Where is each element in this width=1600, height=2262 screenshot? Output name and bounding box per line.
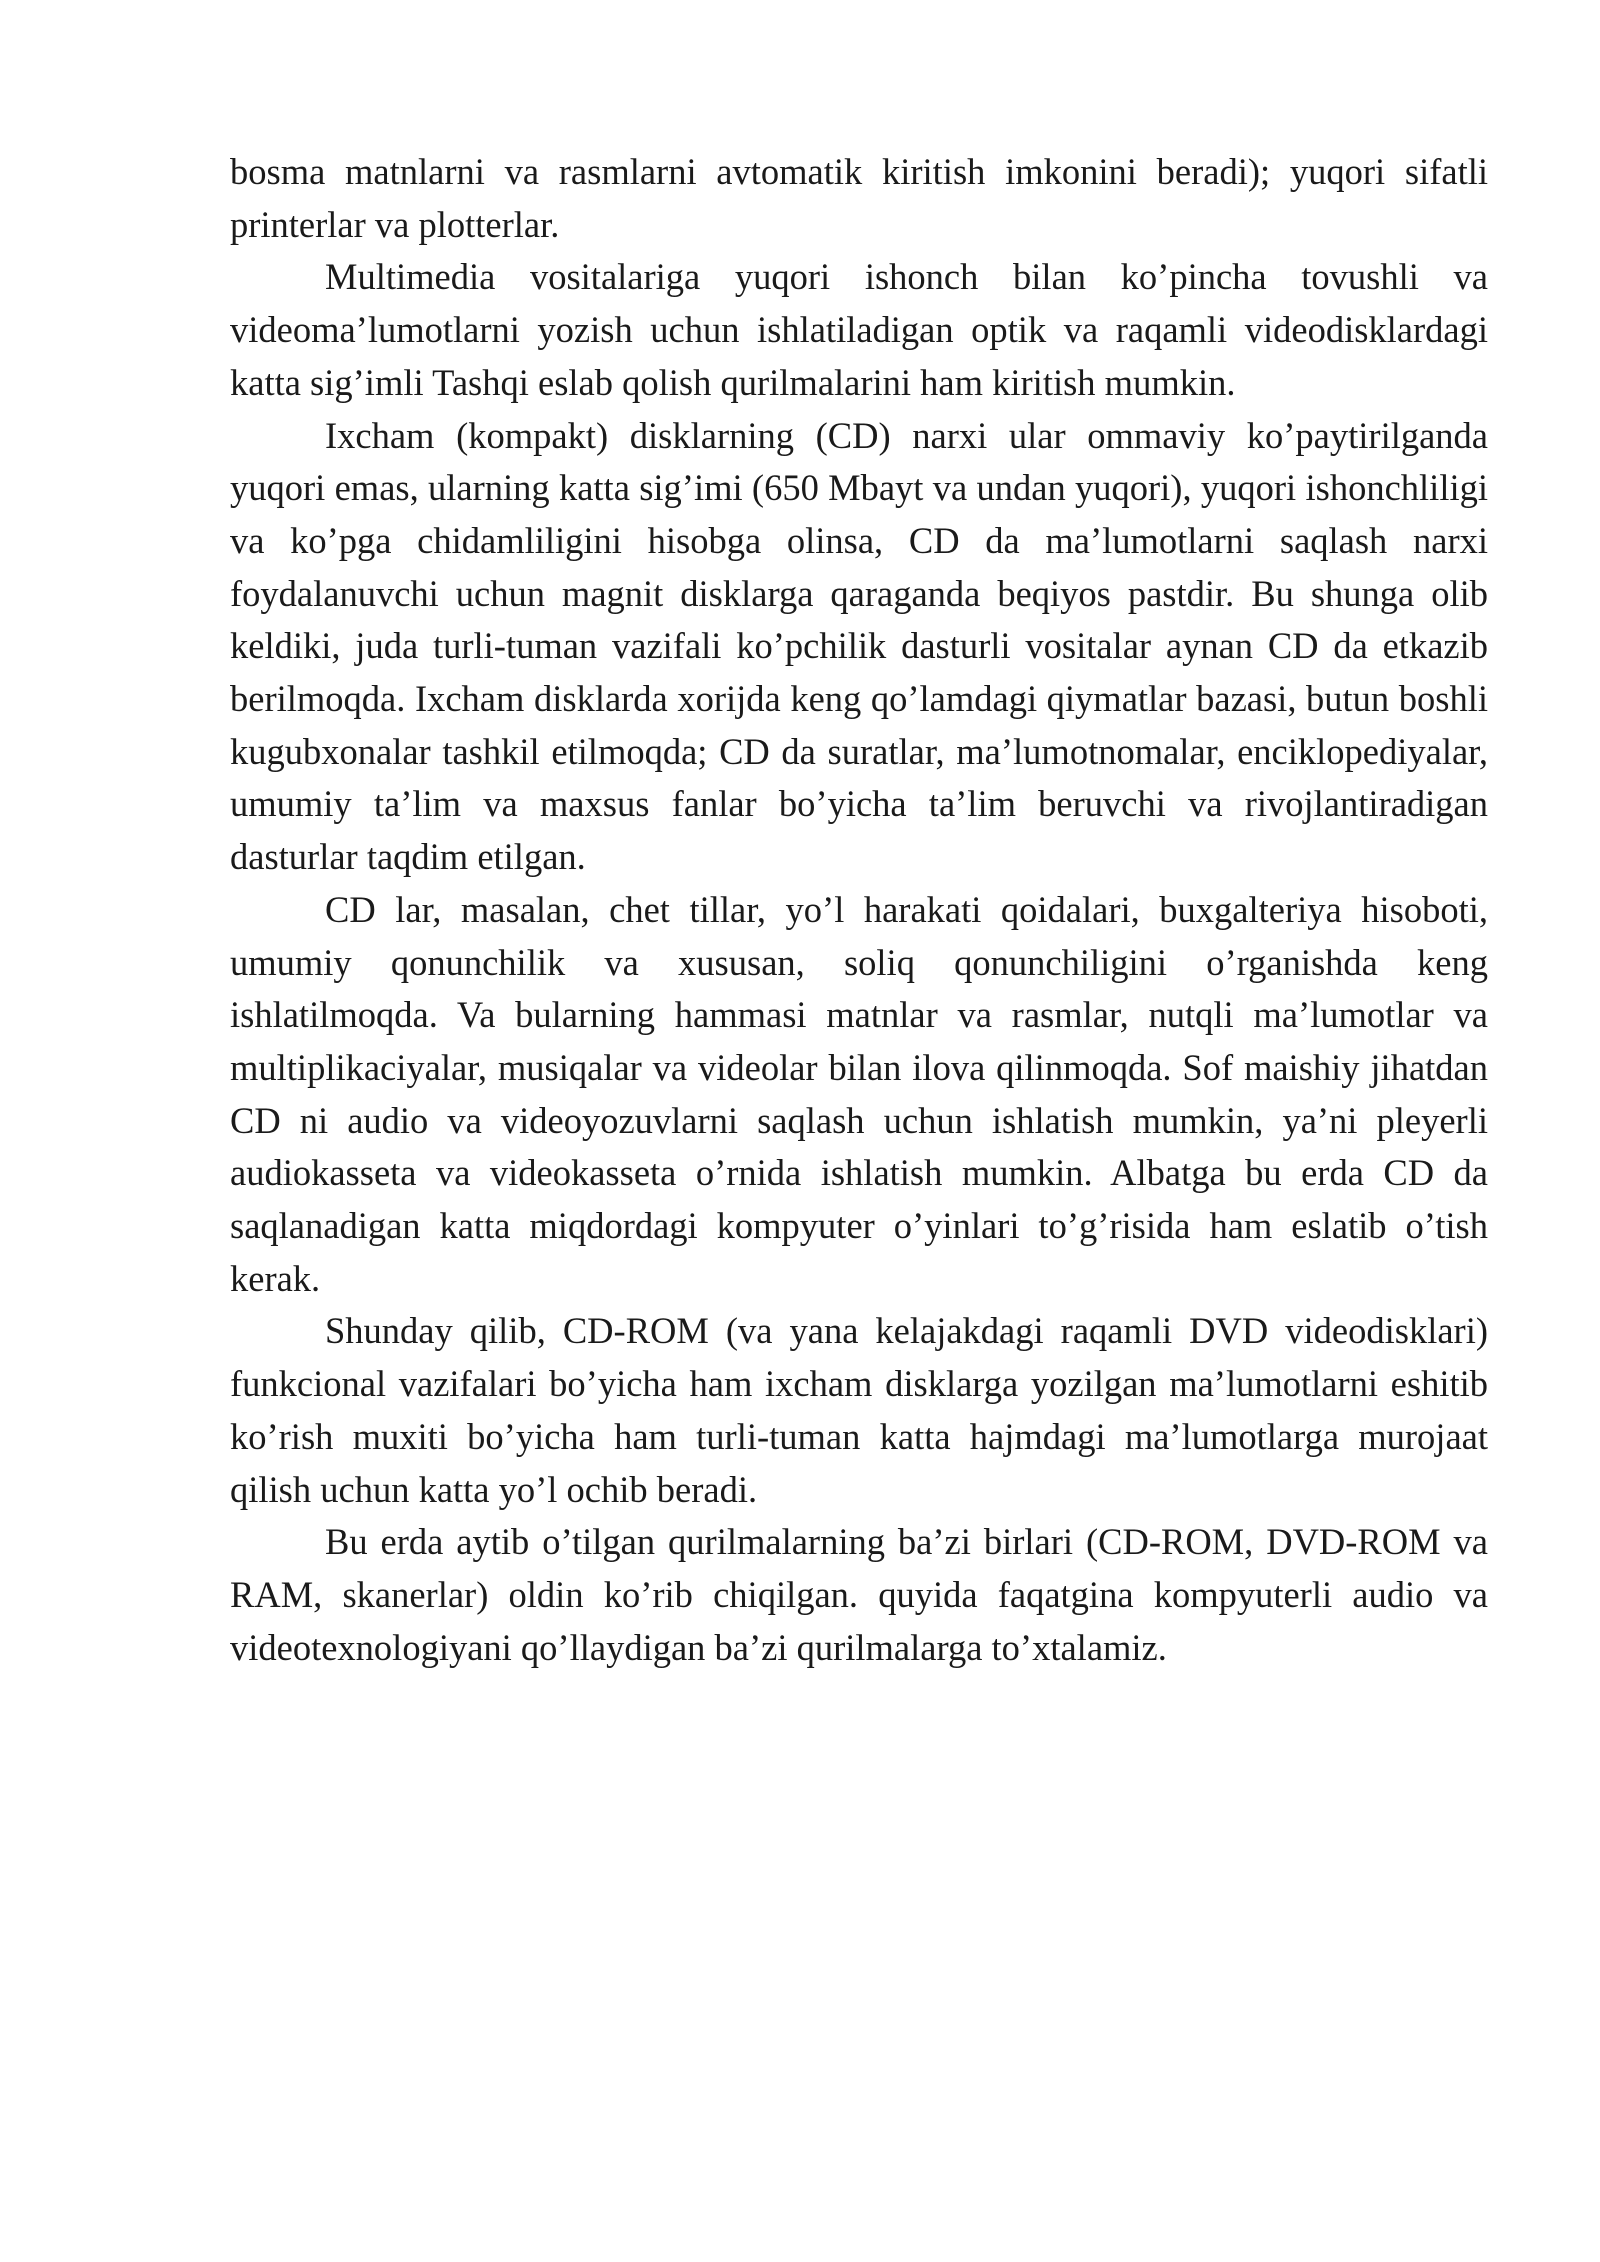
paragraph-compact-disks: Ixcham (kompakt) disklarning (CD) narxi ular ommaviy ko’paytirilganda yuqori emas, ularning katta sig’imi (650 Mbayt va undan yuqori), yuqori ishonchliligi va ko’pga chidamliligini hisobga olinsa, CD da ma’lumotlarni saqlash narxi foydalanuvchi uchun magnit disklarga qaraganda beqiyos pastdir. Bu shunga olib keldiki, juda turli-tuman vazifali ko’pchilik dasturli vositalar aynan CD da etkazib berilmoqda. Ixcham disklarda xorijda keng qo’lamdagi qiymatlar bazasi, butun boshli kugubxonalar tashkil etilmoqda; CD da suratlar, ma’lumotnomalar, enciklopediyalar, umumiy ta’lim va maxsus fanlar bo’yicha ta’lim beruvchi va rivojlantiradigan dasturlar taqdim etilgan. [230,414,1488,878]
paragraph-continuation: bosma matnlarni va rasmlarni avtomatik kiritish imkonini beradi); yuqori sifatli printerlar va plotterlar. [230,151,1488,245]
document-body [230,146,1488,1674]
paragraph-multimedia: Multimedia vositalariga yuqori ishonch bilan ko’pincha tovushli va videoma’lumotlarni yozish uchun ishlatiladigan optik va raqamli videodisklardagi katta sig’imli Tashqi eslab qolish qurilmalarini ham kiritish mumkin. [230,256,1488,403]
paragraph-devices: Bu erda aytib o’tilgan qurilmalarning ba’zi birlari (CD-ROM, DVD-ROM va RAM, skanerlar) oldin ko’rib chiqilgan. quyida faqatgina kompyuterli audio va videotexnologiyani qo’llaydigan ba’zi qurilmalarga to’xtalamiz. [230,1521,1488,1668]
paragraph-cd-rom: Shunday qilib, CD-ROM (va yana kelajakdagi raqamli DVD videodisklari) funkcional vazifalari bo’yicha ham ixcham disklarga yozilgan ma’lumotlarni eshitib ko’rish muxiti bo’yicha ham turli-tuman katta hajmdagi ma’lumotlarga murojaat qilish uchun katta yo’l ochib beradi. [230,1310,1488,1510]
paragraph-cd-uses: CD lar, masalan, chet tillar, yo’l harakati qoidalari, buxgalteriya hisoboti, umumiy qonunchilik va xususan, soliq qonunchiligini o’rganishda keng ishlatilmoqda. Va bularning hammasi matnlar va rasmlar, nutqli ma’lumotlar va multiplikaciyalar, musiqalar va videolar bilan ilova qilinmoqda. Sof maishiy jihatdan CD ni audio va videoyozuvlarni saqlash uchun ishlatish mumkin, ya’ni pleyerli audiokasseta va videokasseta o’rnida ishlatish mumkin. Albatga bu erda CD da saqlanadigan katta miqdordagi kompyuter o’yinlari to’g’risida ham eslatib o’tish kerak. [230,888,1488,1299]
